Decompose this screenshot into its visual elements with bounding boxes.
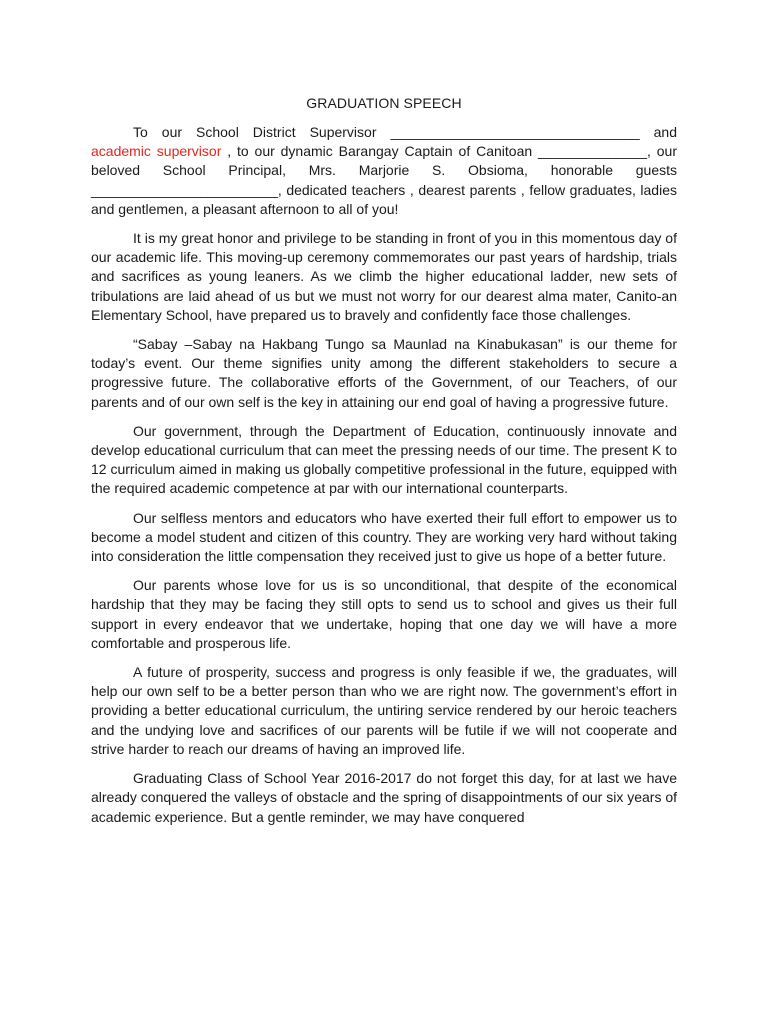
salutation-text-start: To our School District Supervisor ________________________________ and [133, 124, 677, 140]
salutation-text-end: , to our dynamic Barangay Captain of Canitoan ______________, our beloved School Principal, Mrs. Marjorie S. Obsioma, honorable guests ________________________, dedicated teachers , dearest parents , fellow graduates, ladies and gentlemen, a pleasant afternoon to all of you! [91, 143, 678, 217]
highlighted-text: academic supervisor [91, 143, 222, 160]
body-paragraph-2: “Sabay –Sabay na Hakbang Tungo sa Maunlad na Kinabukasan” is our theme for today’s event. Our theme signifies unity among the different stakeholders to secure a progressive future. The collaborative efforts of the Government, of our Teachers, of our parents and of our own self is the key in attaining our end goal of having a progressive future. [91, 336, 677, 410]
body-paragraph-1: It is my great honor and privilege to be standing in front of you in this momentous day of our academic life. This moving-up ceremony commemorates our past years of hardship, trials and sacrifices as young leaners. As we climb the higher educational ladder, new sets of tribulations are laid ahead of us but we must not worry for our dearest alma mater, Canito-an Elementary School, have prepared us to bravely and confidently face those challenges. [91, 230, 677, 323]
body-paragraph-3: Our government, through the Department of Education, continuously innovate and develop educational curriculum that can meet the pressing needs of our time. The present K to 12 curriculum aimed in making us globally competitive professional in the future, equipped with the required academic competence at par with our international counterparts. [91, 422, 677, 497]
body-paragraph-6: A future of prosperity, success and progress is only feasible if we, the graduates, will help our own self to be a better person than who we are right now. The government’s effort in providing a better educational curriculum, the untiring service rendered by our heroic teachers and the undying love and sacrifices of our parents will be futile if we will not cooperate and strive harder to reach our dreams of having an improved life. [91, 664, 677, 757]
body-paragraph-7: Graduating Class of School Year 2016-2017 do not forget this day, for at last we have already conquered the valleys of obstacle and the spring of disappointments of our six years of academic experience. But a gentle reminder, we may have conquered [91, 770, 678, 825]
body-paragraph-5: Our parents whose love for us is so unconditional, that despite of the economical hardship that they may be facing they still opts to send us to school and gives us their full support in every endeavor that we undertake, hoping that one day we will have a more comfortable and prosperous life. [91, 577, 677, 651]
document-title: GRADUATION SPEECH [306, 95, 462, 111]
body-paragraph-4: Our selfless mentors and educators who have exerted their full effort to empower us to become a model student and citizen of this country. They are working very hard without taking into consideration the little compensation they received just to give us hope of a better future. [91, 509, 677, 565]
salutation-paragraph [91, 123, 677, 219]
